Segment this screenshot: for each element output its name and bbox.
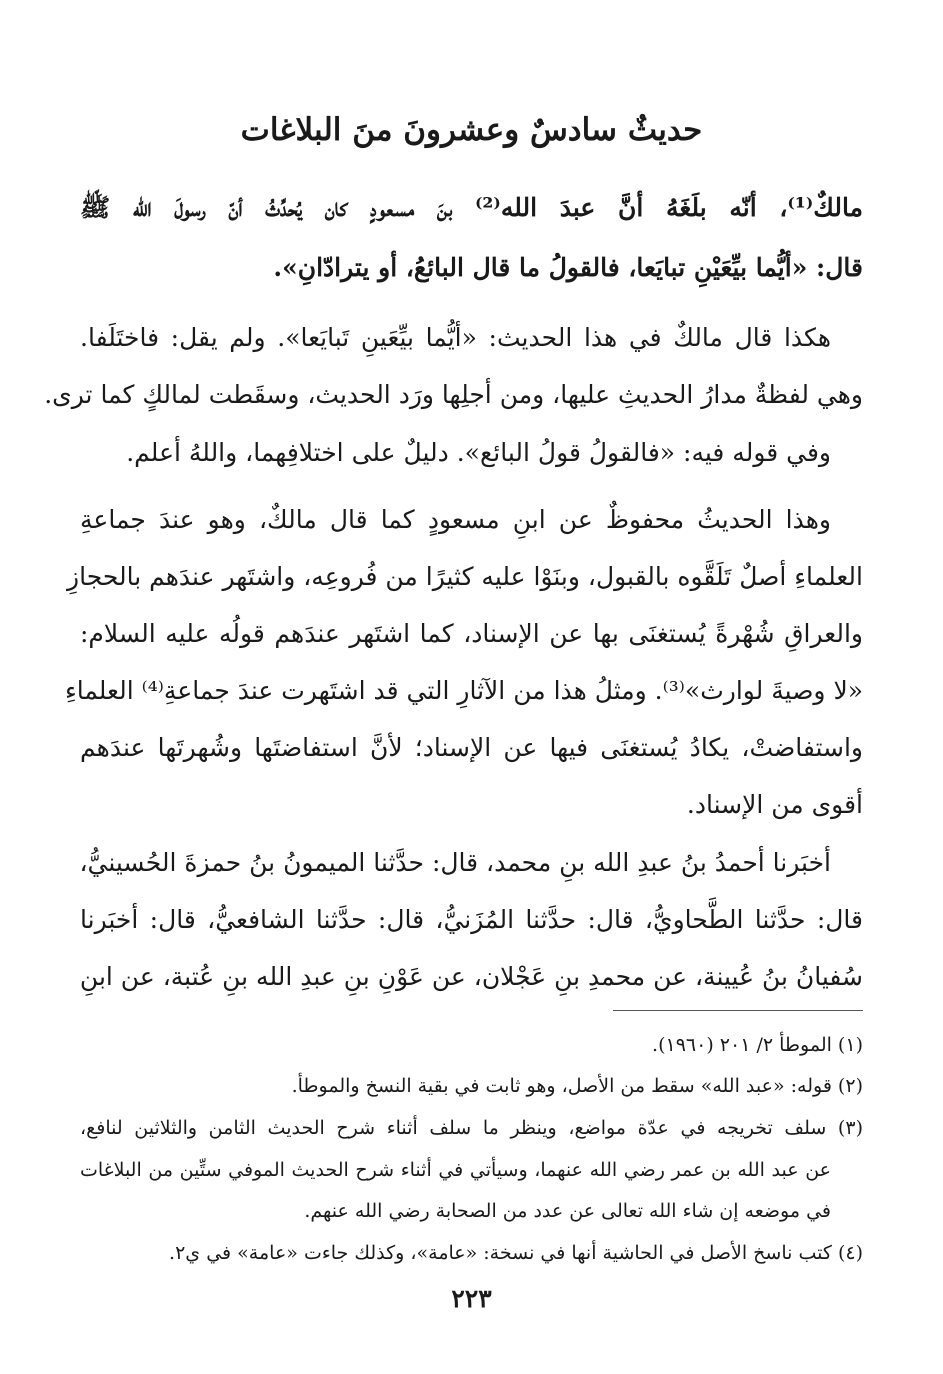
text-line: العلماءِ أصلٌ تَلَقَّوه بالقبول، وبنَوْا عليه كثيرًا من فُروعِه، واشتَهر عندَهم بالحجازِ bbox=[67, 562, 863, 591]
footnote: (١) الموطأ ٢/ ٢٠١ (١٩٦٠). bbox=[652, 1034, 863, 1056]
text-line: قال: «أيُّما بيِّعَيْنِ تبايَعا، فالقولُ ما قال البائعُ، أو يترادّانِ». bbox=[273, 253, 863, 282]
text-line: أخبَرنا أحمدُ بنُ عبدِ الله بنِ محمد، قال: حدَّثنا الميمونُ بنُ حمزةَ الحُسينيُّ، bbox=[79, 848, 831, 877]
text-line: أقوى من الإسناد. bbox=[686, 790, 863, 819]
text-line: قال: حدَّثنا الطَّحاويُّ، قال: حدَّثنا المُزَنيُّ، قال: حدَّثنا الشافعيُّ، قال: أخبَرنا bbox=[80, 905, 863, 934]
footnote: (٣) سلف تخريجه في عدّة مواضع، وينظر ما سلف أثناء شرح الحديث الثامن والثلاثين لنافع، bbox=[80, 1117, 863, 1139]
text-line: وفي قوله فيه: «فالقولُ قولُ البائع». دليلٌ على اختلافِهما، واللهُ أعلم. bbox=[126, 438, 831, 467]
footnote: (٢) قوله: «عبد الله» سقط من الأصل، وهو ثابت في بقية النسخ والموطأ. bbox=[291, 1075, 863, 1097]
text-line: واستفاضتْ، يكادُ يُستغنَى فيها عن الإسناد؛ لأنَّ استفاضتَها وشُهرتَها عندَهم bbox=[80, 733, 863, 762]
footnote-separator bbox=[613, 1010, 863, 1011]
text-line: «لا وصيةَ لوارث»⁽³⁾. ومثلُ هذا من الآثارِ التي قد اشتَهرت عندَ جماعةِ⁽⁴⁾ العلماءِ bbox=[64, 676, 863, 705]
text-line: مالكٌ⁽¹⁾، أنّه بلَغَهُ أنَّ عبدَ الله⁽²⁾ بنَ مسعودٍ كان يُحدِّثُ أنّ رسولَ الله ﷺ bbox=[80, 193, 863, 222]
text-line: وهذا الحديثُ محفوظٌ عن ابنِ مسعودٍ كما قال مالكٌ، وهو عندَ جماعةِ bbox=[80, 505, 831, 534]
footnote-continuation: عن عبد الله بن عمر رضي الله عنهما، وسيأتي في أثناء شرح الحديث الموفي ستِّين من البلاغات bbox=[80, 1159, 831, 1181]
text-line: هكذا قال مالكٌ في هذا الحديث: «أيُّما بيِّعَينِ تَبايَعا». ولم يقل: فاختَلَفا. bbox=[80, 323, 831, 352]
text-line: والعراقِ شُهْرةً يُستغنَى بها عن الإسناد، كما اشتَهر عندَهم قولُه عليه السلام: bbox=[80, 619, 863, 648]
text-line: سُفيانُ بنُ عُيينة، عن محمدِ بنِ عَجْلان، عن عَوْنِ بنِ عبدِ الله بنِ عُتبة، عن ابنِ bbox=[79, 962, 863, 991]
page-number: ٢٢٣ bbox=[451, 1284, 492, 1313]
footnote: (٤) كتب ناسخ الأصل في الحاشية أنها في نسخة: «عامة»، وكذلك جاءت «عامة» في ي٢. bbox=[169, 1242, 863, 1264]
footnote-continuation: في موضعه إن شاء الله تعالى عن عدد من الصحابة رضي الله عنهم. bbox=[304, 1200, 831, 1222]
chapter-title: حديثٌ سادسٌ وعشرونَ منَ البلاغات bbox=[240, 112, 703, 148]
text-line: وهي لفظةٌ مدارُ الحديثِ عليها، ومن أجلِها ورَد الحديث، وسقَطت لمالكٍ كما ترى. bbox=[44, 380, 863, 409]
